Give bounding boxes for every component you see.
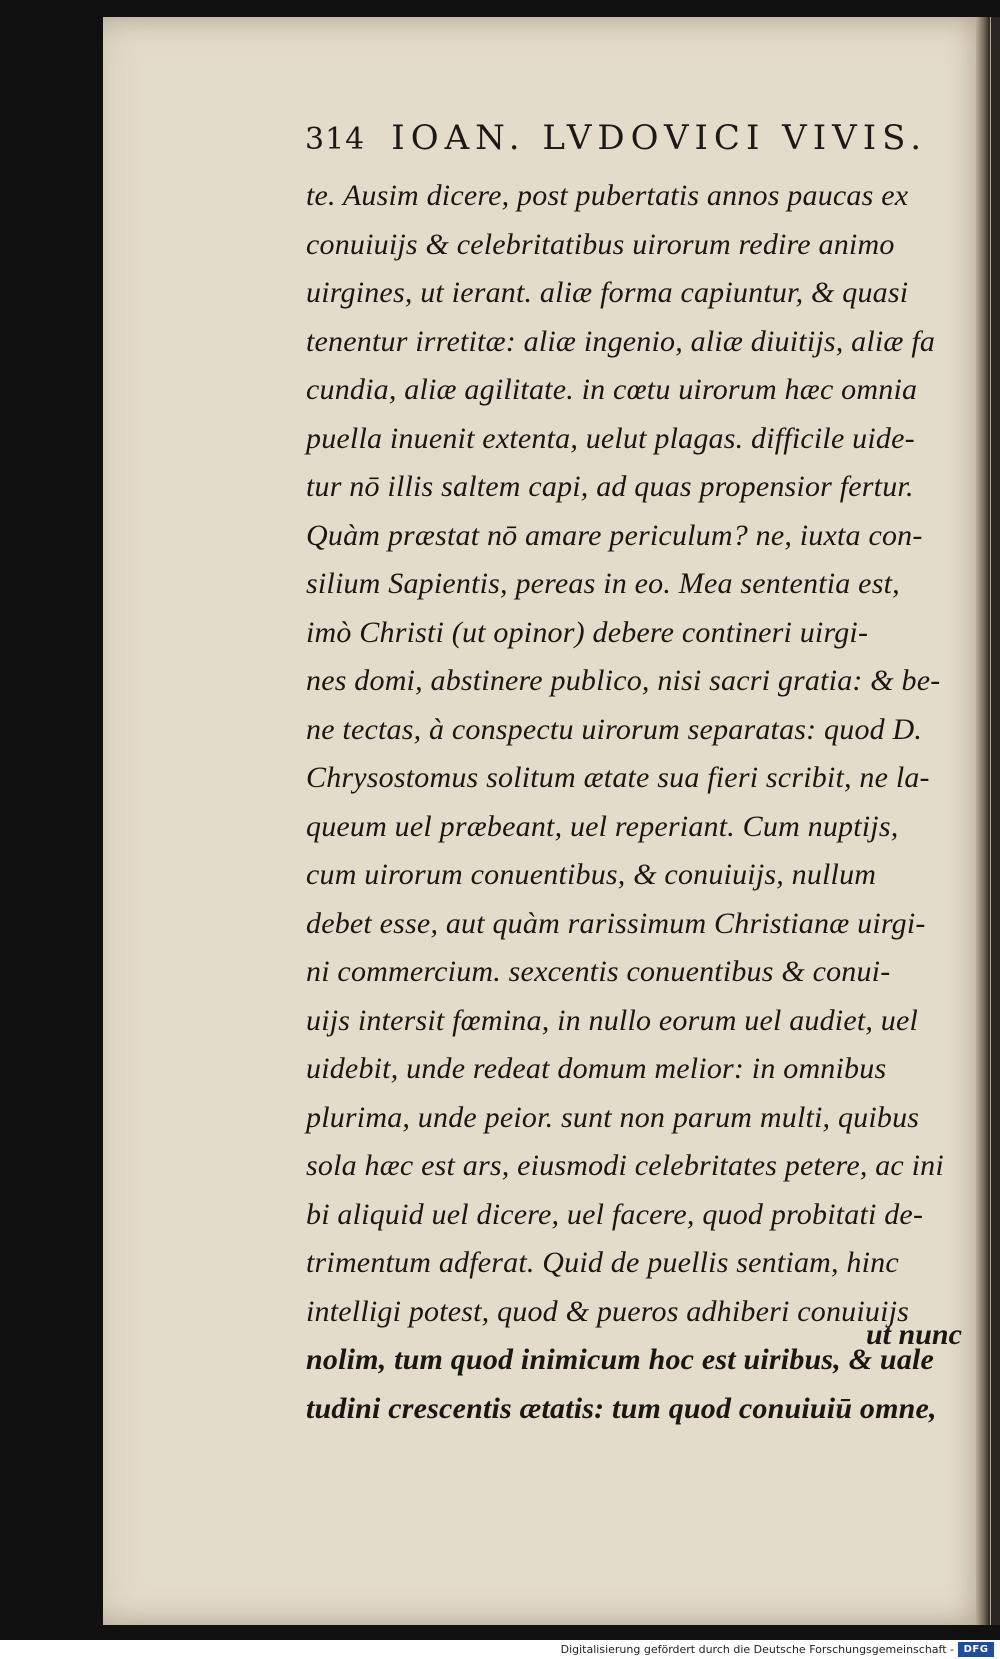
catchword: ut nunc xyxy=(866,1318,962,1351)
text-line: queum uel præbeant, uel reperiant. Cum nuptijs, xyxy=(306,809,899,843)
text-line: bi aliquid uel dicere, uel facere, quod probitati de- xyxy=(306,1197,924,1231)
text-line: debet esse, aut quàm rarissimum Christianæ uirgi- xyxy=(306,906,926,940)
dfg-logo: DFG xyxy=(958,1642,994,1657)
text-line: Quàm præstat nō amare periculum? ne, iuxta con- xyxy=(306,518,923,552)
text-line: uijs intersit fœmina, in nullo eorum uel audiet, uel xyxy=(306,1003,919,1037)
footer-credit: Digitalisierung gefördert durch die Deutsche Forschungsgemeinschaft - xyxy=(560,1643,954,1656)
text-line: ni commercium. sexcentis conuentibus & conui- xyxy=(306,955,891,988)
page-number: 314 xyxy=(305,122,366,157)
text-line: puella inuenit extenta, uelut plagas. difficile uide- xyxy=(306,421,915,455)
text-line: ne tectas, à conspectu uirorum separatas: quod D. xyxy=(306,712,923,746)
text-line: intelligi potest, quod & pueros adhiberi conuiuijs xyxy=(306,1294,910,1328)
page-edge xyxy=(976,17,990,1625)
text-line: nolim, tum quod inimicum hoc est uiribus, & uale xyxy=(306,1343,935,1376)
text-line: imò Christi (ut opinor) debere contineri uirgi- xyxy=(306,615,869,649)
running-head xyxy=(305,118,928,162)
text-line: conuiuijs & celebritatibus uirorum redire animo xyxy=(306,227,895,261)
text-line: sola hæc est ars, eiusmodi celebritates petere, ac ini xyxy=(306,1149,944,1182)
text-line: cundia, aliæ agilitate. in cœtu uirorum hæc omnia xyxy=(306,373,918,406)
running-title: IOAN. LVDOVICI VIVIS. xyxy=(391,118,928,158)
text-line: Chrysostomus solitum ætate sua fieri scribit, ne la- xyxy=(306,761,930,794)
text-line: tenentur irretitæ: aliæ ingenio, aliæ diuitijs, aliæ fa xyxy=(306,324,936,358)
text-line: plurima, unde peior. sunt non parum multi, quibus xyxy=(306,1100,920,1134)
text-line: silium Sapientis, pereas in eo. Mea sententia est, xyxy=(306,567,900,600)
text-line: uidebit, unde redeat domum melior: in omnibus xyxy=(306,1052,887,1085)
text-block xyxy=(306,172,962,1433)
text-line: nes domi, abstinere publico, nisi sacri gratia: & be- xyxy=(306,664,941,697)
text-line: trimentum adferat. Quid de puellis sentiam, hinc xyxy=(306,1246,899,1279)
text-line: uirgines, ut ierant. aliæ forma capiuntur, & quasi xyxy=(306,276,909,309)
text-line: tur nō illis saltem capi, ad quas propensior fertur. xyxy=(306,470,914,503)
text-line: tudini crescentis ætatis: tum quod conuiuiū omne, xyxy=(306,1391,937,1425)
text-line: te. Ausim dicere, post pubertatis annos paucas ex xyxy=(306,179,909,212)
text-line: cum uirorum conuentibus, & conuiuijs, nullum xyxy=(306,858,877,891)
